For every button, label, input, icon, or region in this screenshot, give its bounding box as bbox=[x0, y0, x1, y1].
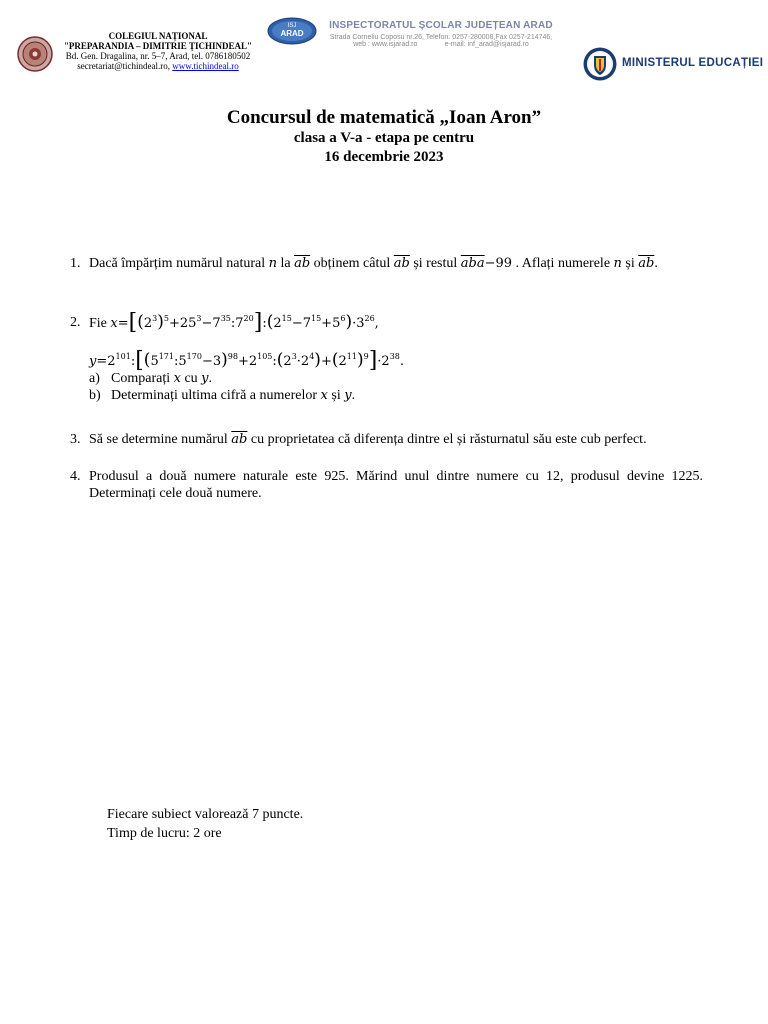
text-segment: și bbox=[327, 388, 345, 403]
text-segment: cu proprietatea că diferența dintre el și răsturnatul său este cub perfect. bbox=[247, 432, 647, 447]
var-y: y bbox=[201, 371, 209, 386]
contest-date: 16 decembrie 2023 bbox=[324, 149, 444, 165]
text-segment: cu bbox=[180, 371, 202, 386]
problem-4 bbox=[70, 468, 703, 502]
isj-info bbox=[318, 20, 564, 48]
isj-logo-top-text: ISJ bbox=[287, 23, 297, 29]
subquestion-b bbox=[89, 387, 703, 404]
text-segment: . bbox=[351, 388, 356, 403]
school-website-link[interactable]: www.tichindeal.ro bbox=[172, 61, 239, 71]
problem-number: 2. bbox=[70, 315, 81, 330]
isj-logo bbox=[267, 17, 317, 45]
school-name-line1: COLEGIUL NAȚIONAL bbox=[108, 31, 208, 41]
text-segment: . bbox=[208, 371, 213, 386]
var-ab: $\overline{ab}$ bbox=[638, 256, 655, 271]
minus-99: −99 bbox=[484, 256, 513, 271]
text-segment: la bbox=[276, 256, 295, 271]
text-segment: Determinați ultima cifră a numerelor bbox=[111, 388, 321, 403]
problem-text bbox=[89, 255, 703, 272]
text-segment: obținem câtul bbox=[310, 256, 394, 271]
contest-title: Concursul de matematică „Ioan Aron” bbox=[226, 107, 542, 128]
problem-3 bbox=[70, 431, 703, 448]
school-address: Bd. Gen. Dragalina, nr. 5–7, Arad, tel. 0786180502 bbox=[65, 51, 251, 61]
isj-logo-bottom-text: ARAD bbox=[280, 29, 304, 38]
isj-email: e-mail: inf_arad@isjarad.ro bbox=[444, 41, 529, 48]
var-n: n bbox=[613, 256, 622, 271]
isj-address: Strada Corneliu Coposu nr.26, Telefon: 0257-280008,Fax 0257-214746, bbox=[329, 34, 553, 41]
time-note: Timp de lucru: 2 ore bbox=[107, 826, 222, 841]
problem-1 bbox=[70, 255, 703, 272]
text-segment: Comparați bbox=[111, 371, 174, 386]
footer-note bbox=[107, 805, 303, 843]
formula-y: $y=2^{101}:[(5^{171}:5^{170}-3)^{98}+2^{105}:(2^3\cdot 2^4)+(2^{11})^9]\cdot 2^{38}$. bbox=[89, 348, 405, 373]
text-segment: . Aflați numerele bbox=[512, 256, 614, 271]
var-ab: $\overline{ab}$ bbox=[294, 256, 311, 271]
problem-2 bbox=[70, 310, 703, 404]
sub-letter: a) bbox=[89, 371, 100, 386]
text-segment: Fie bbox=[89, 316, 107, 331]
points-note: Fiecare subiect valorează 7 puncte. bbox=[107, 807, 304, 822]
isj-title: INSPECTORATUL ȘCOLAR JUDEȚEAN ARAD bbox=[329, 20, 553, 31]
text-segment: Să se determine numărul bbox=[89, 432, 232, 447]
ministry-name: MINISTERUL EDUCAȚIEI bbox=[622, 57, 764, 69]
problem-text bbox=[89, 431, 703, 448]
isj-web: web : www.isjarad.ro bbox=[353, 41, 418, 48]
isj-web-email bbox=[318, 41, 564, 48]
text-segment: Dacă împărțim numărul natural bbox=[89, 256, 269, 271]
sub-letter: b) bbox=[89, 388, 101, 403]
school-info bbox=[60, 31, 256, 71]
var-ab: $\overline{ab}$ bbox=[231, 432, 248, 447]
school-email: secretariat@tichindeal.ro, bbox=[77, 61, 171, 71]
text-segment: și bbox=[621, 256, 639, 271]
ministry-crest-logo bbox=[581, 47, 619, 81]
problem-number: 1. bbox=[70, 256, 81, 271]
var-x: x bbox=[320, 388, 328, 403]
subquestion-a bbox=[89, 370, 703, 387]
school-name-line2: "PREPARANDIA – DIMITRIE ȚICHINDEAL" bbox=[63, 41, 253, 51]
var-aba: $\overline{aba}$ bbox=[460, 256, 485, 271]
contest-class-stage: clasa a V-a - etapa pe centru bbox=[293, 130, 475, 146]
problem-number: 3. bbox=[70, 432, 81, 447]
formula-x: $x=[(2^3)^5+25^3-7^{35}:7^{20}]:(2^{15}-7^{15}+5^6)\cdot 3^{26}$, bbox=[110, 310, 379, 335]
text-segment: . bbox=[654, 256, 658, 271]
problem-text-x bbox=[89, 310, 703, 335]
var-x: x bbox=[173, 371, 181, 386]
var-ab: $\overline{ab}$ bbox=[393, 256, 410, 271]
text-segment: și restul bbox=[409, 256, 461, 271]
school-seal-logo bbox=[17, 36, 53, 72]
school-contact bbox=[60, 61, 256, 71]
problem-number: 4. bbox=[70, 469, 81, 484]
problem-text-y bbox=[89, 348, 703, 373]
title-block bbox=[0, 107, 768, 167]
var-n: n bbox=[268, 256, 277, 271]
var-y: y bbox=[344, 388, 352, 403]
problem-text: Produsul a două numere naturale este 925. Mărind unul dintre numere cu 12, produsul devine 1225. Determinați cele două numere. bbox=[89, 469, 703, 501]
